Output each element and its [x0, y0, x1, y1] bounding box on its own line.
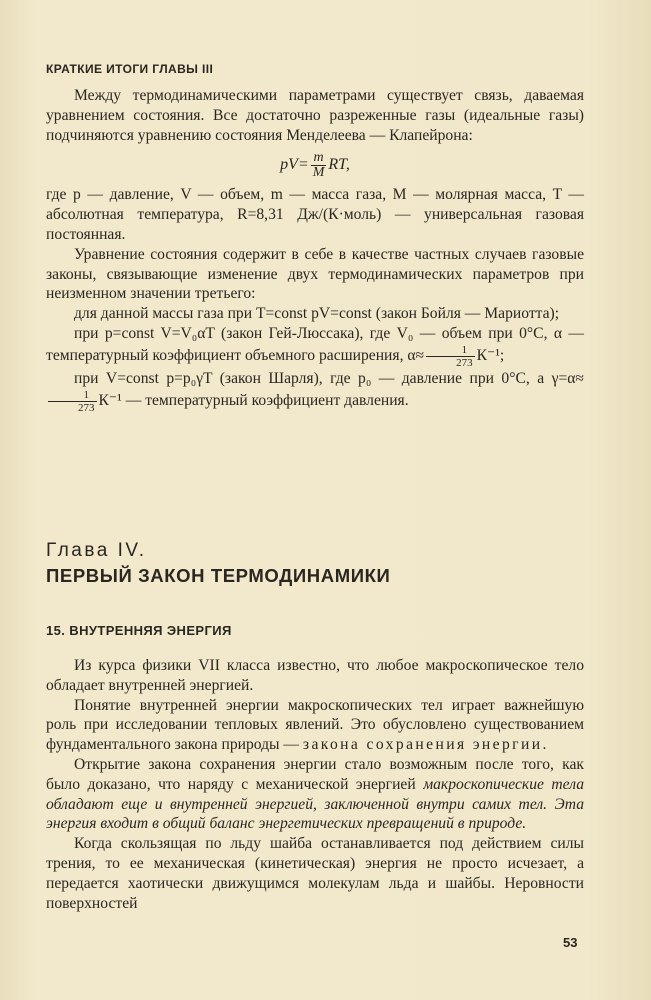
section-paragraph-3	[46, 755, 584, 834]
chapter-summary	[46, 62, 584, 414]
formula-left: pV=	[280, 156, 309, 174]
formula-right: RT,	[328, 156, 350, 174]
section-body	[46, 656, 584, 913]
energy-law-emphasis: закона сохранения энергии.	[302, 736, 549, 754]
summary-paragraph-5	[46, 324, 584, 369]
energy-role-text: Понятие внутренней энергии макроскопических тел играет важнейшую роль при исследовании тепловых явлений. Это обусловлено существованием фундаментального закона природы —	[46, 696, 584, 754]
chapter-number: Глава IV.	[46, 540, 147, 561]
alpha-denominator: 273	[456, 356, 473, 369]
section-paragraph-2	[46, 696, 584, 755]
gamma-fraction	[48, 389, 97, 414]
gay-lussac-text: при p=const V=V₀αT (закон Гей-Люссака), где V₀ — объем при 0°С, α — температурный коэффициент объемного расширения, α≈	[46, 324, 584, 364]
formula-denominator: M	[312, 165, 325, 181]
summary-paragraph-4: для данной массы газа при T=const pV=const (закон Бойля — Мариотта);	[74, 305, 560, 323]
summary-paragraph-6	[46, 369, 584, 414]
internal-energy-italic: макроскопические тела обладают еще и внутренней энергией, заключенной внутри самих тел. Эта энергия входит в общий баланс энергетических превращений в природе.	[46, 775, 584, 833]
formula-fraction	[311, 151, 327, 180]
charles-text: при V=const p=p₀γT (закон Шарля), где p₀ — давление при 0°С, а γ=α≈	[74, 369, 584, 387]
page-number: 53	[563, 935, 578, 950]
summary-heading: КРАТКИЕ ИТОГИ ГЛАВЫ III	[46, 62, 214, 76]
alpha-unit: К⁻¹;	[476, 346, 505, 364]
gamma-numerator: 1	[48, 389, 97, 402]
summary-paragraph-3: Уравнение состояния содержит в себе в качестве частных случаев газовые законы, связывающие изменение двух термодинамических параметров при неизменном значении третьего:	[46, 245, 584, 303]
section-paragraph-4: Когда скользящая по льду шайба останавливается под действием силы трения, то ее механическая (кинетическая) энергия не просто исчезает, а передается хаотически движущимся молекулам льда и шайбы. Неровности поверхностей	[46, 835, 584, 912]
summary-paragraph-1: Между термодинамическими параметрами существует связь, даваемая уравнением состояния. Все достаточно разреженные газы (идеальные газы) подчиняются уравнению состояния Менделеева — Клапейрона:	[46, 87, 584, 144]
alpha-numerator: 1	[426, 344, 475, 357]
discovery-text: Открытие закона сохранения энергии стало возможным после того, как было доказано, что наряду с механической энергией	[46, 755, 584, 793]
gamma-denominator: 273	[78, 401, 95, 414]
chapter-title: ПЕРВЫЙ ЗАКОН ТЕРМОДИНАМИКИ	[46, 565, 391, 586]
summary-paragraph-2: где p — давление, V — объем, m — масса газа, M — молярная масса, T — абсолютная температура, R=8,31 Дж/(К·моль) — универсальная газовая постоянная.	[46, 186, 584, 243]
gamma-unit: К⁻¹ — температурный коэффициент давления.	[98, 391, 409, 409]
section-title: 15. ВНУТРЕННЯЯ ЭНЕРГИЯ	[46, 623, 232, 638]
alpha-fraction	[426, 344, 475, 369]
formula-numerator: m	[311, 151, 327, 166]
section-paragraph-1: Из курса физики VII класса известно, что любое макроскопическое тело обладает внутренней энергией.	[46, 657, 584, 694]
clapeyron-formula	[46, 145, 584, 185]
